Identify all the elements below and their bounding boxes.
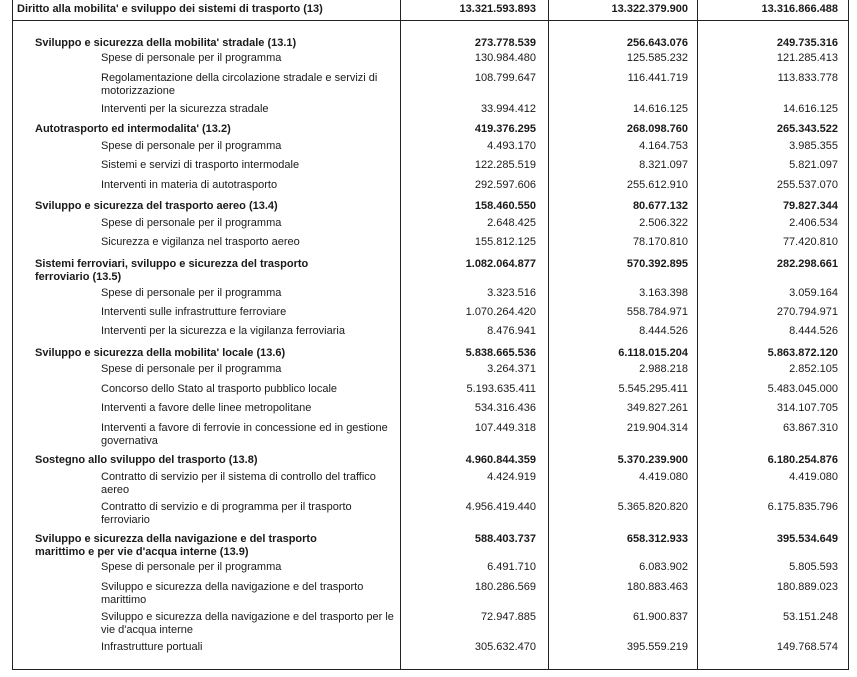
- item-row-label: Interventi in materia di autotrasporto: [101, 179, 278, 191]
- item-row-value-1: 3.323.516: [487, 287, 536, 299]
- item-row-value-2: 116.441.719: [627, 72, 688, 84]
- item-row-value-3: 6.175.835.796: [767, 501, 838, 513]
- item-row-value-3: 53.151.248: [782, 611, 838, 623]
- section-row-value-2: 658.312.933: [626, 533, 688, 545]
- item-row-label: Sviluppo e sicurezza della navigazione e del trasporto marittimo: [101, 581, 364, 606]
- item-row-label: Interventi per la sicurezza stradale: [101, 103, 269, 115]
- item-row-value-1: 1.070.264.420: [465, 306, 536, 318]
- section-row-value-2: 80.677.132: [632, 200, 688, 212]
- item-row-value-3: 2.406.534: [789, 217, 838, 229]
- column-divider-3: [697, 0, 698, 670]
- section-row-value-2: 6.118.015.204: [618, 347, 688, 359]
- section-row-label: Sviluppo e sicurezza della mobilita' locale (13.6): [35, 347, 286, 359]
- item-row-label: Interventi a favore di ferrovie in concessione ed in gestione governativa: [101, 422, 388, 447]
- section-row-value-2: 5.370.239.900: [617, 454, 688, 466]
- item-row-label: Spese di personale per il programma: [101, 561, 282, 573]
- item-row-value-2: 4.164.753: [639, 140, 688, 152]
- item-row-label: Concorso dello Stato al trasporto pubblico locale: [101, 383, 338, 395]
- section-row-label: Sviluppo e sicurezza della mobilita' stradale (13.1): [35, 37, 297, 49]
- item-row-value-2: 5.365.820.820: [617, 501, 688, 513]
- item-row-value-1: 3.264.371: [487, 363, 536, 375]
- item-row-value-1: 4.424.919: [487, 471, 536, 483]
- item-row-value-1: 122.285.519: [474, 159, 536, 171]
- item-row-value-3: 255.537.070: [776, 179, 838, 191]
- total-row-value-3: 13.316.866.488: [761, 3, 838, 15]
- section-row-value-3: 395.534.649: [776, 533, 838, 545]
- table-border-left: [12, 0, 13, 670]
- item-row-value-3: 270.794.971: [776, 306, 838, 318]
- item-row-value-1: 33.994.412: [480, 103, 536, 115]
- item-row-value-3: 149.768.574: [776, 641, 838, 653]
- section-row-value-3: 79.827.344: [782, 200, 838, 212]
- section-row-value-1: 158.460.550: [474, 200, 536, 212]
- item-row-label: Contratto di servizio e di programma per il trasporto ferroviario: [101, 501, 352, 526]
- item-row-value-2: 180.883.463: [626, 581, 688, 593]
- item-row-label: Spese di personale per il programma: [101, 363, 282, 375]
- item-row-value-2: 4.419.080: [639, 471, 688, 483]
- table-border-bottom: [12, 669, 848, 670]
- item-row-value-3: 2.852.105: [789, 363, 838, 375]
- section-row-value-3: 5.863.872.120: [767, 347, 838, 359]
- item-row-value-2: 125.585.232: [626, 52, 688, 64]
- item-row-value-1: 2.648.425: [487, 217, 536, 229]
- item-row-value-1: 180.286.569: [474, 581, 536, 593]
- item-row-label: Contratto di servizio per il sistema di controllo del traffico aereo: [101, 471, 376, 496]
- item-row-value-3: 3.059.164: [789, 287, 838, 299]
- item-row-label: Spese di personale per il programma: [101, 287, 282, 299]
- item-row-value-3: 5.821.097: [789, 159, 838, 171]
- section-row-value-1: 5.838.665.536: [465, 347, 536, 359]
- item-row-value-3: 113.833.778: [777, 72, 838, 84]
- header-separator: [12, 20, 848, 21]
- section-row-value-1: 4.960.844.359: [465, 454, 536, 466]
- item-row-label: Regolamentazione della circolazione stradale e servizi di motorizzazione: [101, 72, 378, 97]
- item-row-value-2: 8.321.097: [639, 159, 688, 171]
- item-row-label: Infrastrutture portuali: [101, 641, 203, 653]
- item-row-label: Spese di personale per il programma: [101, 217, 282, 229]
- item-row-value-2: 5.545.295.411: [618, 383, 688, 395]
- section-row-label: Sistemi ferroviari, sviluppo e sicurezza del trasporto ferroviario (13.5): [35, 258, 309, 283]
- item-row-label: Spese di personale per il programma: [101, 52, 282, 64]
- item-row-value-1: 8.476.941: [487, 325, 536, 337]
- item-row-value-2: 3.163.398: [639, 287, 688, 299]
- item-row-value-1: 4.956.419.440: [465, 501, 536, 513]
- item-row-value-1: 534.316.436: [474, 402, 536, 414]
- section-row-value-1: 419.376.295: [474, 123, 536, 135]
- item-row-value-2: 2.506.322: [639, 217, 688, 229]
- item-row-value-3: 5.483.045.000: [767, 383, 838, 395]
- item-row-value-3: 121.285.413: [776, 52, 838, 64]
- item-row-value-1: 6.491.710: [487, 561, 536, 573]
- section-row-value-1: 273.778.539: [474, 37, 536, 49]
- total-row-label: Diritto alla mobilita' e sviluppo dei sistemi di trasporto (13): [17, 3, 323, 15]
- item-row-label: Interventi per la sicurezza e la vigilanza ferroviaria: [101, 325, 345, 337]
- item-row-value-1: 155.812.125: [474, 236, 536, 248]
- item-row-value-3: 4.419.080: [789, 471, 838, 483]
- item-row-label: Sicurezza e vigilanza nel trasporto aereo: [101, 236, 300, 248]
- total-row-value-2: 13.322.379.900: [611, 3, 688, 15]
- item-row-value-1: 5.193.635.411: [466, 383, 536, 395]
- item-row-value-3: 8.444.526: [789, 325, 838, 337]
- item-row-value-2: 2.988.218: [639, 363, 688, 375]
- section-row-value-2: 268.098.760: [626, 123, 688, 135]
- item-row-value-1: 108.799.647: [474, 72, 536, 84]
- section-row-value-2: 570.392.895: [626, 258, 688, 270]
- item-row-label: Sviluppo e sicurezza della navigazione e del trasporto per le vie d'acqua interne: [101, 611, 394, 636]
- item-row-value-2: 219.904.314: [626, 422, 688, 434]
- section-row-label: Sostegno allo sviluppo del trasporto (13.8): [35, 454, 258, 466]
- section-row-label: Sviluppo e sicurezza del trasporto aereo (13.4): [35, 200, 278, 212]
- item-row-value-3: 314.107.705: [776, 402, 838, 414]
- item-row-value-2: 558.784.971: [626, 306, 688, 318]
- item-row-value-1: 4.493.170: [487, 140, 536, 152]
- item-row-value-1: 305.632.470: [474, 641, 536, 653]
- item-row-value-3: 63.867.310: [782, 422, 838, 434]
- item-row-value-2: 395.559.219: [626, 641, 688, 653]
- section-row-value-1: 588.403.737: [474, 533, 536, 545]
- section-row-label: Autotrasporto ed intermodalita' (13.2): [35, 123, 231, 135]
- section-row-value-3: 249.735.316: [776, 37, 838, 49]
- item-row-label: Sistemi e servizi di trasporto intermodale: [101, 159, 300, 171]
- column-divider-1: [400, 0, 401, 670]
- section-row-value-2: 256.643.076: [626, 37, 688, 49]
- section-row-value-3: 6.180.254.876: [767, 454, 838, 466]
- item-row-label: Interventi a favore delle linee metropolitane: [101, 402, 312, 414]
- item-row-label: Spese di personale per il programma: [101, 140, 282, 152]
- item-row-value-2: 8.444.526: [639, 325, 688, 337]
- table-border-right: [848, 0, 849, 670]
- section-row-value-3: 282.298.661: [776, 258, 838, 270]
- item-row-value-2: 14.616.125: [632, 103, 688, 115]
- item-row-value-1: 292.597.606: [474, 179, 536, 191]
- item-row-value-3: 5.805.593: [789, 561, 838, 573]
- item-row-value-2: 6.083.902: [639, 561, 688, 573]
- total-row-value-1: 13.321.593.893: [459, 3, 536, 15]
- section-row-label: Sviluppo e sicurezza della navigazione e del trasporto marittimo e per vie d'acqua interne (13.9): [35, 533, 317, 558]
- item-row-value-1: 107.449.318: [474, 422, 536, 434]
- column-divider-2: [548, 0, 549, 670]
- item-row-value-3: 3.985.355: [789, 140, 838, 152]
- item-row-value-1: 130.984.480: [474, 52, 536, 64]
- item-row-label: Interventi sulle infrastrutture ferroviare: [101, 306, 287, 318]
- item-row-value-2: 349.827.261: [626, 402, 688, 414]
- item-row-value-3: 14.616.125: [782, 103, 838, 115]
- item-row-value-3: 180.889.023: [776, 581, 838, 593]
- item-row-value-3: 77.420.810: [782, 236, 838, 248]
- section-row-value-1: 1.082.064.877: [465, 258, 536, 270]
- item-row-value-1: 72.947.885: [480, 611, 536, 623]
- item-row-value-2: 61.900.837: [632, 611, 688, 623]
- section-row-value-3: 265.343.522: [776, 123, 838, 135]
- item-row-value-2: 78.170.810: [632, 236, 688, 248]
- item-row-value-2: 255.612.910: [626, 179, 688, 191]
